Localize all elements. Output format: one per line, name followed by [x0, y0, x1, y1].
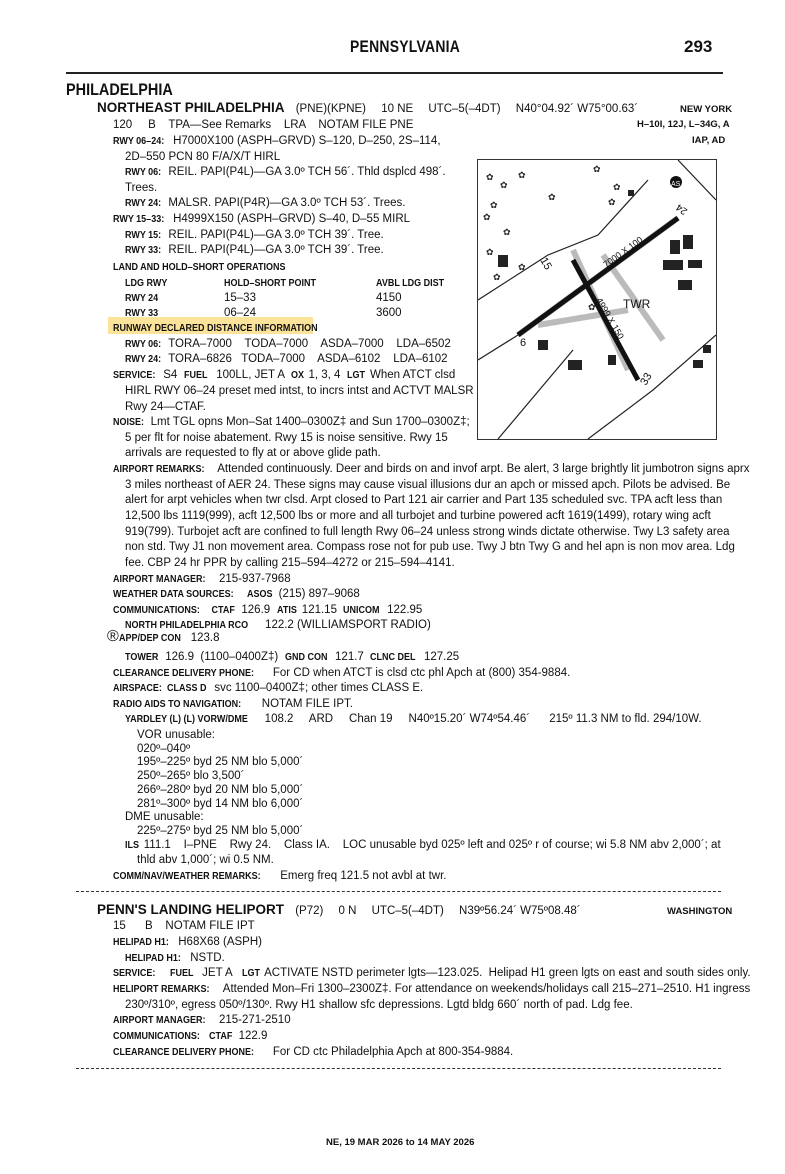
pl-remarks-cont: 230º/310º, egress 050º/130º. Rwy H1 shallow sfc depressions. Lgtd bldg 660´ north of pad. Ldg fee. [125, 999, 633, 1011]
rwy-15-label: RWY 15: [125, 230, 162, 241]
radar-service-icon: ® [107, 628, 119, 645]
declared-row-24 [125, 352, 448, 367]
diagram-as: AS [671, 181, 681, 188]
rwy-0624-cont: 2D–550 PCN 80 F/A/X/T HIRL [125, 151, 281, 163]
helipad2-text: NSTD. [187, 952, 225, 964]
asos-label: ASOS [247, 589, 273, 600]
rwy-06-label: RWY 06: [125, 167, 162, 178]
heliport-region: WASHINGTON [667, 906, 733, 917]
ox-label: OX [290, 370, 304, 381]
footer-dates: NE, 19 MAR 2026 to 14 MAY 2026 [326, 1137, 475, 1148]
heliport-name: PENN'S LANDING HELIPORT [97, 902, 284, 917]
unicom-freq: 122.95 [383, 604, 423, 616]
rwy-15-line [125, 228, 384, 243]
manager-text: 215-937-7968 [215, 573, 291, 585]
remarks-line-4: 12,500 lbs 1119(999), acft 12,500 lbs or more and all turbojet and turbine powered acft 1619(1499), rotary wing acft [125, 510, 711, 522]
lahso-title: LAND AND HOLD–SHORT OPERATIONS [113, 262, 286, 273]
vor-item-5: 281º–300º byd 14 NM blo 6,000´ [137, 798, 304, 810]
helipad-text: H68X68 (ASPH) [175, 936, 262, 948]
rco-label: NORTH PHILADELPHIA RCO [125, 620, 249, 631]
remarks-line-6: non std. Twy J1 non movement area. Compass rose not for pub use. Twy J btn Twy G and hel apn is non mov area. Ldg [125, 541, 735, 553]
declared-title: RUNWAY DECLARED DISTANCE INFORMATION [113, 323, 318, 334]
pl-manager-text: 215-271-2510 [215, 1014, 291, 1026]
service-s: S4 [160, 369, 184, 381]
airspace-text: svc 1100–0400Z‡; other times CLASS E. [211, 682, 424, 694]
heliport-distance: 0 N [338, 905, 357, 917]
remarks-text-1: Attended continuously. Deer and birds on and invof arpt. Be alert, 3 large brightly lit jumbotron signs aprx [214, 463, 750, 475]
pl-fuel-text: JET A [195, 967, 242, 979]
ox-text: 1, 3, 4 [305, 369, 347, 381]
cnw-text: Emerg freq 121.5 not avbl at twr. [277, 870, 447, 882]
dme-item-1: 225º–275º byd 25 NM blo 5,000´ [137, 825, 304, 837]
service-l2: HIRL RWY 06–24 preset med intst, to incrs intst and ACTVT MALSR [125, 385, 474, 397]
chart-refs: H–10I, 12J, L–34G, A [637, 119, 730, 130]
navaids-text: NOTAM FILE IPT. [255, 698, 353, 710]
svg-text:✿: ✿ [593, 165, 601, 175]
lahso-row2-rwy: RWY 33 [125, 308, 159, 319]
fuel-label: FUEL [183, 370, 208, 381]
svg-text:✿: ✿ [613, 183, 621, 193]
appdep-freq: 123.8 [187, 632, 220, 644]
remarks-label: AIRPORT REMARKS: [113, 464, 205, 475]
pl-remarks-label: HELIPORT REMARKS: [113, 984, 210, 995]
fuel-text: 100LL, JET A [209, 369, 291, 381]
diagram-len-1533: 4999 X 150 [594, 296, 626, 341]
pl-ctaf-freq: 122.9 [235, 1030, 268, 1042]
comms-label: COMMUNICATIONS: [113, 605, 200, 616]
rwy-06-line [125, 165, 446, 180]
declared-row-06 [125, 337, 451, 352]
clearance-text: For CD when ATCT is clsd ctc phl Apch at (800) 354-9884. [269, 667, 571, 679]
heliport-id: (P72) [295, 905, 324, 917]
service-l3: Rwy 24—CTAF. [125, 401, 206, 413]
noise-label: NOISE: [113, 417, 145, 428]
yardley-label: YARDLEY (L) (L) VORW/DME [125, 714, 248, 725]
rwy-33-label: RWY 33: [125, 245, 162, 256]
navaids-label: RADIO AIDS TO NAVIGATION: [113, 699, 242, 710]
rwy-24-text: MALSR. PAPI(P4R)—GA 3.0º TCH 53´. Trees. [165, 197, 406, 209]
rwy-06-cont: Trees. [125, 182, 158, 194]
heliport-title-line [97, 903, 581, 918]
lahso-row1-rwy: RWY 24 [125, 293, 159, 304]
pl-remarks-text: Attended Mon–Fri 1300–2300Z‡. For attendance on weekends/holidays call 215–271–2510. H1 ingress [220, 983, 751, 995]
diagram-twr: TWR [623, 297, 651, 311]
rwy-24-line [125, 196, 405, 211]
svg-text:✿: ✿ [503, 228, 511, 238]
class-d-label: CLASS D [167, 683, 207, 694]
pl-ctaf-label: CTAF [209, 1031, 233, 1042]
helipad-label: HELIPAD H1: [113, 937, 169, 948]
pl-clearance-line [113, 1045, 513, 1060]
comms-line [113, 603, 422, 618]
vor-item-3: 250º–265º blo 3,500´ [137, 770, 245, 782]
airport-diagram-svg [478, 160, 716, 439]
airport-coords: N40°04.92´ W75°00.63´ [515, 103, 639, 115]
svg-text:✿: ✿ [518, 263, 526, 273]
appdep-line [107, 630, 220, 646]
tower-label: TOWER [125, 652, 159, 663]
remarks-line-5: 919(799). Turbojet acft are confined to full length Rwy 06–24 unless strong winds dictate otherwise. Twy L3 safety area [125, 526, 730, 538]
lahso-row1-hold: 15–33 [224, 292, 256, 304]
manager-label: AIRPORT MANAGER: [113, 574, 206, 585]
helipad-line [113, 935, 262, 950]
cnw-label: COMM/NAV/WEATHER REMARKS: [113, 871, 261, 882]
svg-text:✿: ✿ [493, 273, 501, 283]
manager-line [113, 572, 291, 587]
ils-line [125, 838, 721, 853]
pl-remarks-line [113, 982, 750, 997]
page-number: 293 [684, 37, 713, 56]
service-label: SERVICE: [113, 370, 156, 381]
clearance-label: CLEARANCE DELIVERY PHONE: [113, 668, 255, 679]
tower-line [125, 650, 459, 665]
pl-manager-label: AIRPORT MANAGER: [113, 1015, 206, 1026]
rwy-1533-line [113, 212, 410, 227]
lahso-col-hold: HOLD–SHORT POINT [224, 278, 317, 289]
clnc-freq: 127.25 [420, 651, 460, 663]
airport-ids: (PNE)(KPNE) [295, 103, 366, 115]
header-rule [66, 72, 723, 74]
lahso-row1-dist: 4150 [376, 292, 402, 304]
pl-service-label: SERVICE: [113, 968, 156, 979]
dme-title: DME unusable: [125, 811, 204, 823]
yardley-text: 108.2 ARD Chan 19 N40º15.20´ W74º54.46´ 215º 11.3 NM to fld. 294/10W. [261, 713, 702, 725]
section-divider-2 [76, 1068, 721, 1069]
vor-item-4: 266º–280º byd 20 NM blo 5,000´ [137, 784, 304, 796]
noise-l2: 5 per flt for noise abatement. Rwy 15 is noise sensitive. Rwy 15 [125, 432, 448, 444]
rwy-15-text: REIL. PAPI(P4L)—GA 3.0º TCH 39´. Tree. [165, 229, 384, 241]
navaids-line [113, 697, 353, 712]
rwy-1533-text: H4999X150 (ASPH–GRVD) S–40, D–55 MIRL [169, 213, 411, 225]
airspace-label: AIRSPACE: [113, 683, 162, 694]
lahso-row2-dist: 3600 [376, 307, 402, 319]
weather-text: (215) 897–9068 [275, 588, 360, 600]
chart-region: NEW YORK [680, 104, 733, 115]
atis-freq: 121.15 [298, 604, 344, 616]
noise-l3: arrivals are requested to fly at or above glide path. [125, 447, 381, 459]
pl-clearance-text: For CD ctc Philadelphia Apch at 800-354-9884. [269, 1046, 514, 1058]
vor-item-1: 020º–040º [137, 743, 191, 755]
pl-lgt-text: ACTIVATE NSTD perimeter lgts—123.025. Helipad H1 green lgts on east and south sides only. [261, 967, 751, 979]
remarks-line-2: 3 miles northeast of AER 24. These signs may cause visual illusions dur an apch or missed apch. Pilots be advised. Be [125, 479, 731, 491]
svg-text:✿: ✿ [486, 173, 494, 183]
remarks-line-3: alert for arpt vehicles when twr clsd. Arpt closed to Part 121 air carrier and Part 135 scheduled svc. TPA acft less than [125, 494, 723, 506]
rco-text: 122.2 (WILLIAMSPORT RADIO) [261, 619, 431, 631]
tower-freq: 126.9 (1100–0400Z‡) [162, 651, 285, 663]
section-divider [76, 891, 721, 892]
diagram-len-0624: 7000 X 100 [601, 234, 645, 270]
cnw-line [113, 869, 446, 884]
declared-rwy06-label: RWY 06: [125, 339, 162, 350]
svg-text:✿: ✿ [588, 303, 596, 313]
appdep-label: APP/DEP CON [118, 633, 181, 644]
svg-text:✿: ✿ [486, 248, 494, 258]
heliport-elev-line: 15 B NOTAM FILE IPT [113, 920, 255, 932]
vor-title: VOR unusable: [137, 729, 215, 741]
svg-text:✿: ✿ [518, 171, 526, 181]
rwy-33-text: REIL. PAPI(P4L)—GA 3.0º TCH 39´. Tree. [165, 244, 384, 256]
rwy-0624-label: RWY 06–24: [113, 136, 165, 147]
declared-rwy24-text: TORA–6826 TODA–7000 ASDA–6102 LDA–6102 [165, 353, 448, 365]
atis-label: ATIS [276, 605, 297, 616]
remarks-line-1 [113, 462, 750, 477]
helipad2-label: HELIPAD H1: [125, 953, 181, 964]
gnd-label: GND CON [284, 652, 328, 663]
airport-distance: 10 NE [381, 103, 414, 115]
service-line [113, 368, 455, 383]
remarks-line-7: fee. CBP 24 hr PPR by calling 215–594–4272 or 215–594–4141. [125, 557, 455, 569]
yardley-line [125, 712, 702, 727]
svg-text:✿: ✿ [483, 213, 491, 223]
rwy-06-text: REIL. PAPI(P4L)—GA 3.0º TCH 56´. Thld dsplcd 498´. [165, 166, 446, 178]
lgt-text: When ATCT clsd [366, 369, 456, 381]
lahso-col-dist: AVBL LDG DIST [376, 278, 445, 289]
svg-text:✿: ✿ [500, 181, 508, 191]
svg-text:✿: ✿ [608, 198, 616, 208]
iap-ad: IAP, AD [692, 135, 726, 146]
lgt-label: LGT [346, 370, 365, 381]
unicom-label: UNICOM [343, 605, 380, 616]
airport-utc: UTC–5(–4DT) [428, 103, 501, 115]
lahso-row2-hold: 06–24 [224, 307, 256, 319]
ctaf-label: CTAF [209, 605, 236, 616]
airport-title-line [97, 101, 638, 116]
diagram-rwy33: 33 [638, 370, 655, 388]
rwy-33-line [125, 243, 384, 258]
rwy-0624-line [113, 134, 441, 149]
noise-l1: Lmt TGL opns Mon–Sat 1400–0300Z‡ and Sun 1700–0300Z‡; [147, 416, 470, 428]
ils-cont: thld abv 1,000´; wi 0.5 NM. [137, 854, 274, 866]
city-title: PHILADELPHIA [66, 80, 173, 99]
airspace-line [113, 681, 423, 696]
lahso-col-ldg: LDG RWY [125, 278, 168, 289]
diagram-rwy15: 15 [537, 255, 554, 273]
airport-diagram [477, 159, 717, 440]
svg-text:✿: ✿ [548, 193, 556, 203]
heliport-coords: N39º56.24´ W75º08.48´ [459, 905, 581, 917]
pl-service-line [113, 966, 751, 981]
pl-clearance-label: CLEARANCE DELIVERY PHONE: [113, 1047, 255, 1058]
pl-fuel-label: FUEL [169, 968, 194, 979]
noise-line [113, 415, 470, 430]
vor-item-2: 195º–225º byd 25 NM blo 5,000´ [137, 756, 304, 768]
airport-elev-line: 120 B TPA—See Remarks LRA NOTAM FILE PNE [113, 119, 414, 131]
clearance-line [113, 666, 570, 681]
pl-comms-line [113, 1029, 267, 1044]
declared-rwy24-label: RWY 24: [125, 354, 162, 365]
ils-text: 111.1 I–PNE Rwy 24. Class IA. LOC unusable byd 025º left and 025º r of course; wi 5.8 NM abv 2,000´; at [140, 839, 721, 851]
rwy-1533-label: RWY 15–33: [113, 214, 165, 225]
pl-manager-line [113, 1013, 291, 1028]
pl-comms-label: COMMUNICATIONS: [113, 1031, 200, 1042]
ils-label: ILS [125, 840, 140, 851]
weather-line [113, 587, 360, 602]
rwy-0624-text: H7000X100 (ASPH–GRVD) S–120, D–250, 2S–114, [169, 135, 441, 147]
helipad2-line [125, 951, 225, 966]
rwy-24-label: RWY 24: [125, 198, 162, 209]
heliport-utc: UTC–5(–4DT) [371, 905, 444, 917]
ctaf-freq: 126.9 [238, 604, 277, 616]
diagram-rwy06: 6 [520, 337, 527, 349]
weather-label: WEATHER DATA SOURCES: [113, 589, 234, 600]
state-title: PENNSYLVANIA [350, 37, 461, 56]
svg-text:✿: ✿ [490, 201, 498, 211]
pl-lgt-label: LGT [241, 968, 260, 979]
diagram-rwy24: 24 [674, 201, 690, 217]
declared-rwy06-text: TORA–7000 TODA–7000 ASDA–7000 LDA–6502 [165, 338, 451, 350]
airport-name: NORTHEAST PHILADELPHIA [97, 100, 285, 115]
clnc-label: CLNC DEL [370, 652, 416, 663]
gnd-freq: 121.7 [331, 651, 371, 663]
